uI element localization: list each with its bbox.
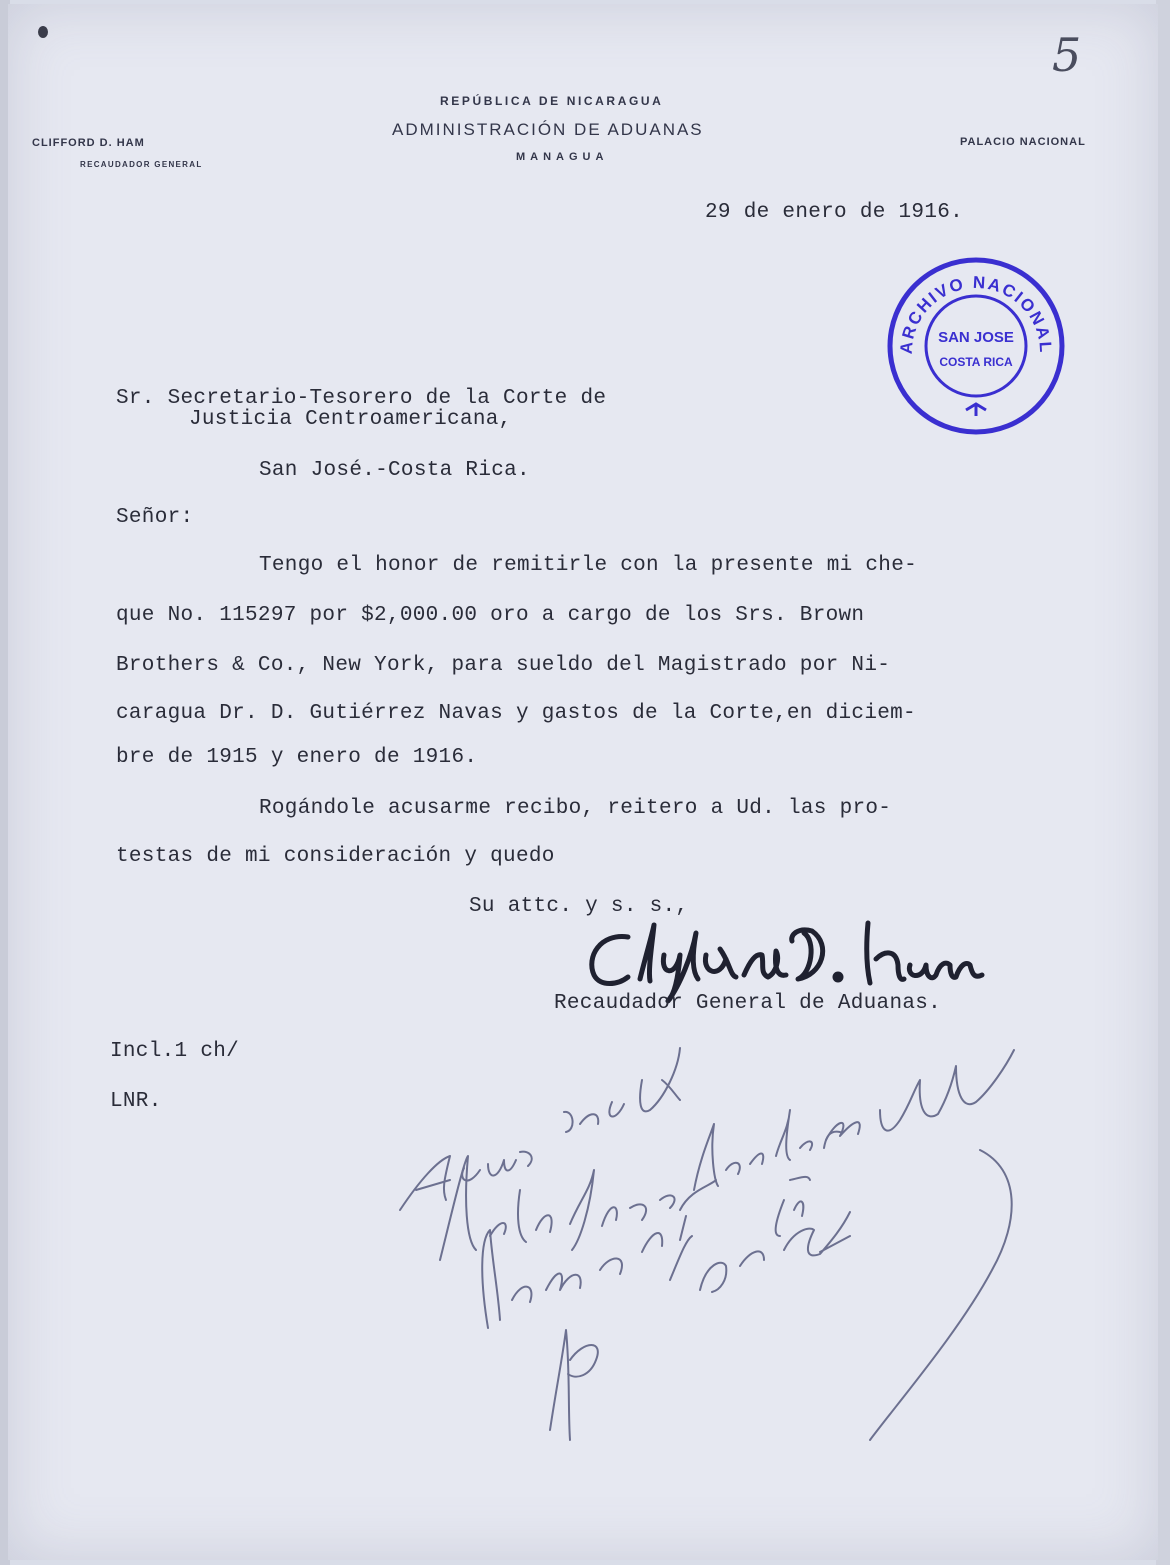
addressee-line-3: San José.-Costa Rica. <box>259 459 530 482</box>
body-line: Brothers & Co., New York, para sueldo del Magistrado por Ni- <box>116 654 891 677</box>
enclosure-note: Incl.1 ch/ <box>110 1040 240 1063</box>
typist-initials: LNR. <box>110 1090 162 1113</box>
letterhead-office: ADMINISTRACIÓN DE ADUANAS <box>392 120 704 139</box>
body-line: caragua Dr. D. Gutiérrez Navas y gastos de la Corte,en diciem- <box>116 702 916 725</box>
body-line: bre de 1915 y enero de 1916. <box>116 746 478 769</box>
pencil-annotation <box>380 1040 1080 1520</box>
closing: Su attc. y s. s., <box>469 895 689 918</box>
body-line: Rogándole acusarme recibo, reitero a Ud. las pro- <box>259 797 892 820</box>
folio-number: 5 <box>1052 28 1082 82</box>
letterhead-sender-name: CLIFFORD D. HAM <box>32 137 145 149</box>
pin-hole <box>38 26 48 38</box>
body-line: que No. 115297 por $2,000.00 oro a cargo de los Srs. Brown <box>116 604 865 627</box>
salutation: Señor: <box>116 506 194 529</box>
signer-title: Recaudador General de Aduanas. <box>554 992 942 1015</box>
stamp-line-1: SAN JOSE <box>938 329 1014 346</box>
letter-date: 29 de enero de 1916. <box>705 201 964 224</box>
addressee-line-1: Sr. Secretario-Tesorero de la Corte de <box>116 387 607 410</box>
letterhead-city: MANAGUA <box>516 151 609 163</box>
archive-stamp <box>886 256 1066 436</box>
letterhead-republic: REPÚBLICA DE NICARAGUA <box>440 94 664 108</box>
body-line: Tengo el honor de remitirle con la presente mi che- <box>259 554 918 577</box>
stamp-line-2: COSTA RICA <box>939 355 1013 369</box>
addressee-line-2: Justicia Centroamericana, <box>189 408 512 431</box>
stamp-ring-text: ARCHIVO NACIONAL <box>896 272 1056 355</box>
letterhead-address: PALACIO NACIONAL <box>960 136 1086 148</box>
letterhead-sender-title: RECAUDADOR GENERAL <box>80 160 203 169</box>
body-line: testas de mi consideración y quedo <box>116 845 555 868</box>
paper-edge-right <box>1156 0 1170 1565</box>
